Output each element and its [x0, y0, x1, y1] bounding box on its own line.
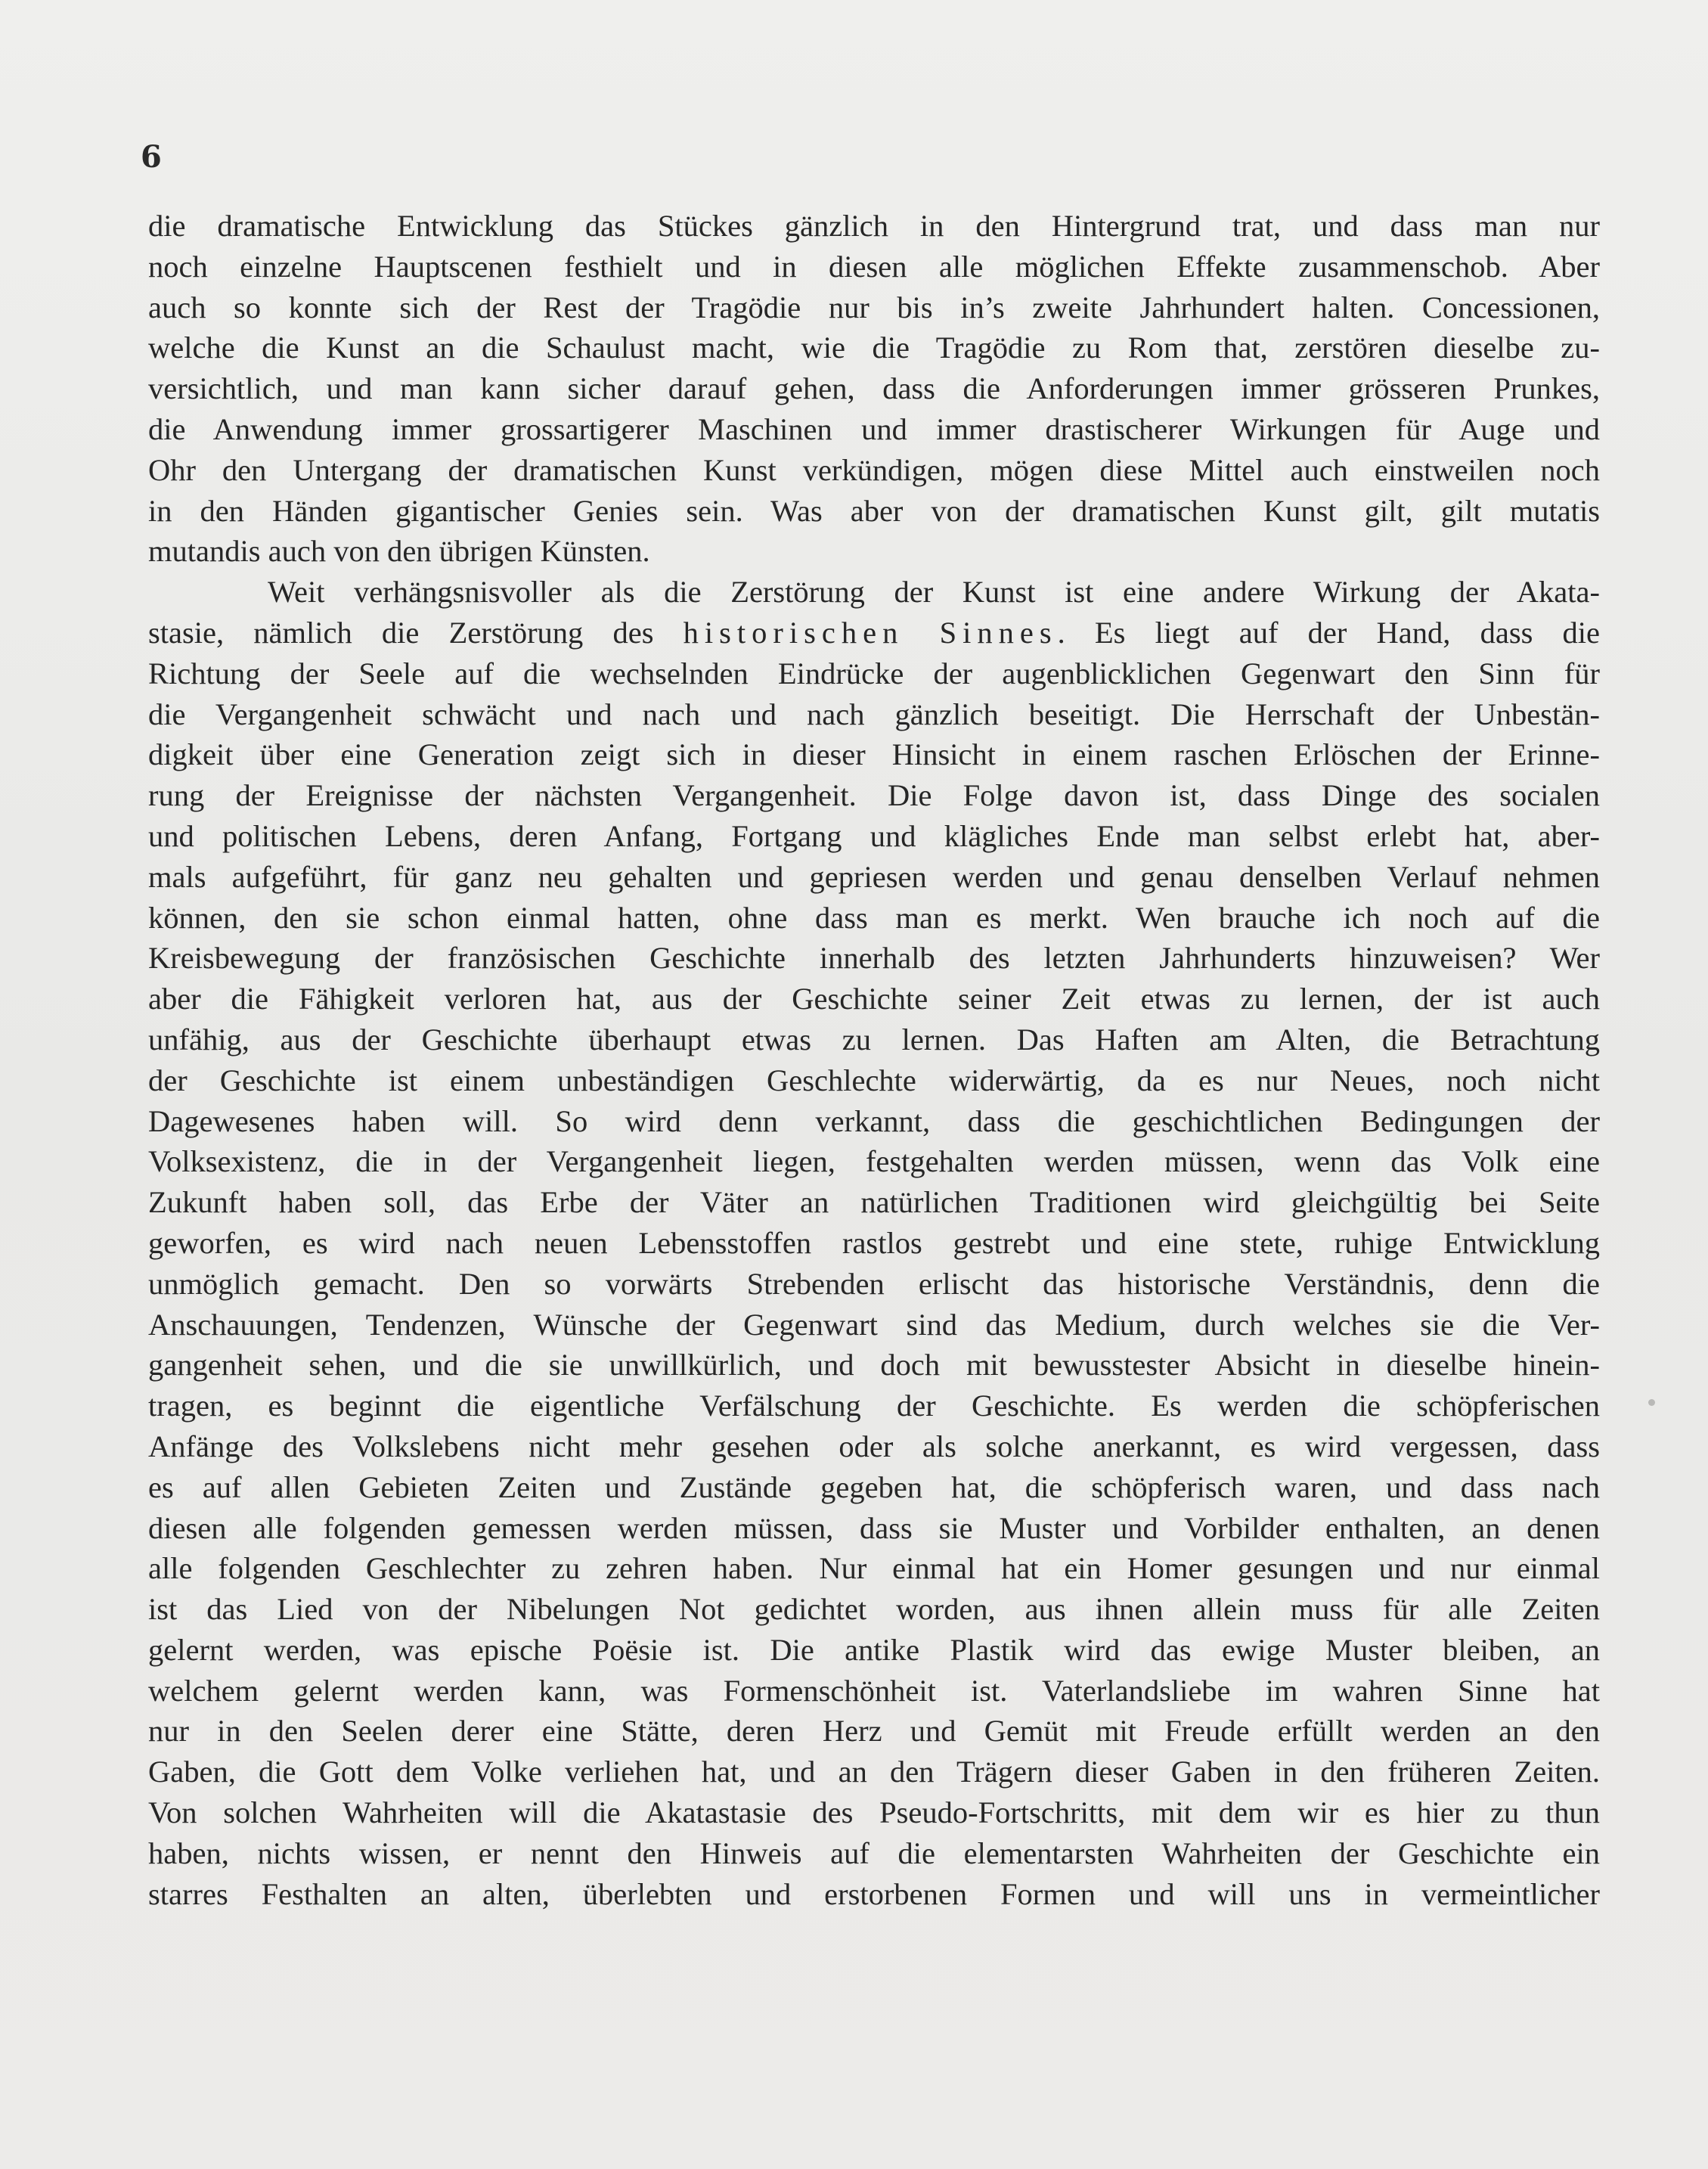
text-line: welche die Kunst an die Schaulust macht, wie die Tragödie zu Rom that, zerstören dieselbe zu- — [148, 330, 1600, 365]
text-line: digkeit über eine Generation zeigt sich in dieser Hinsicht in einem raschen Erlöschen der Erinne- — [148, 737, 1600, 772]
text-line: starres Festhalten an alten, überlebten und erstorbenen Formen und will uns in vermeintlicher — [148, 1876, 1600, 1911]
text-line: es auf allen Gebieten Zeiten und Zustände gegeben hat, die schöpferisch waren, und dass nach — [148, 1469, 1600, 1504]
text-line: ist das Lied von der Nibelungen Not gedichtet worden, aus ihnen allein muss für alle Zeiten — [148, 1592, 1600, 1627]
text-line: nur in den Seelen derer eine Stätte, deren Herz und Gemüt mit Freude erfüllt werden an den — [148, 1714, 1600, 1749]
text-line: Gaben, die Gott dem Volke verliehen hat, und an den Trägern dieser Gaben in den früheren Zeiten. — [148, 1755, 1600, 1789]
text-line: können, den sie schon einmal hatten, ohne dass man es merkt. Wen brauche ich noch auf die — [148, 900, 1600, 935]
text-line: aber die Fähigkeit verloren hat, aus der Geschichte seiner Zeit etwas zu lernen, der ist auch — [148, 982, 1600, 1016]
text-line: stasie, nämlich die Zerstörung des historischen Sinnes. Es liegt auf der Hand, dass die — [148, 615, 1601, 650]
text-line: Anfänge des Volkslebens nicht mehr gesehen oder als solche anerkannt, es wird vergessen, dass — [148, 1429, 1600, 1463]
text-line: welchem gelernt werden kann, was Formenschönheit ist. Vaterlandsliebe im wahren Sinne hat — [148, 1673, 1600, 1708]
text-line: gangenheit sehen, und die sie unwillkürlich, und doch mit bewusstester Absicht in dieselbe hinein- — [148, 1348, 1600, 1382]
text-line: Ohr den Untergang der dramatischen Kunst verkündigen, mögen diese Mittel auch einstweilen noch — [148, 452, 1600, 487]
text-line: in den Händen gigantischer Genies sein. Was aber von der dramatischen Kunst gilt, gilt mutatis — [148, 493, 1600, 528]
text-line: haben, nichts wissen, er nennt den Hinweis auf die elementarsten Wahrheiten der Geschichte ein — [148, 1835, 1600, 1870]
text-line: Zukunft haben soll, das Erbe der Väter an natürlichen Traditionen wird gleichgültig bei Seite — [148, 1185, 1600, 1220]
text-line: mutandis auch von den übrigen Künsten. — [148, 534, 650, 569]
page-number: 6 — [141, 139, 162, 175]
paragraph — [148, 206, 1600, 572]
text-line: gelernt werden, was epische Poësie ist. Die antike Plastik wird das ewige Muster bleiben, an — [148, 1632, 1600, 1667]
text-line: Weit verhängsnisvoller als die Zerstörung der Kunst ist eine andere Wirkung der Akata- — [268, 575, 1600, 610]
text-line: Richtung der Seele auf die wechselnden Eindrücke der augenblicklichen Gegenwart den Sinn für — [148, 656, 1600, 690]
text-line: die dramatische Entwicklung das Stückes gänzlich in den Hintergrund trat, und dass man nur — [148, 209, 1600, 243]
text-line: noch einzelne Hauptscenen festhielt und in diesen alle möglichen Effekte zusammenschob. Aber — [148, 249, 1600, 284]
text-line: unmöglich gemacht. Den so vorwärts Strebenden erlischt das historische Verständnis, denn die — [148, 1266, 1600, 1301]
text-line: der Geschichte ist einem unbeständigen Geschlechte widerwärtig, da es nur Neues, noch nicht — [148, 1063, 1600, 1097]
text-line: auch so konnte sich der Rest der Tragödie nur bis in’s zweite Jahrhundert halten. Concessionen, — [148, 290, 1600, 324]
text-line: tragen, es beginnt die eigentliche Verfälschung der Geschichte. Es werden die schöpferischen — [148, 1389, 1600, 1423]
emphasized-phrase: historischen Sinnes — [683, 615, 1058, 650]
text-line: Kreisbewegung der französischen Geschichte innerhalb des letzten Jahrhunderts hinzuweisen? Wer — [148, 941, 1600, 976]
text-line: Von solchen Wahrheiten will die Akatastasie des Pseudo-Fortschritts, mit dem wir es hier zu thun — [148, 1795, 1600, 1830]
text-line: mals aufgeführt, für ganz neu gehalten und gepriesen werden und genau denselben Verlauf nehmen — [148, 859, 1600, 894]
text-line: diesen alle folgenden gemessen werden müssen, dass sie Muster und Vorbilder enthalten, an denen — [148, 1510, 1600, 1545]
text-line: rung der Ereignisse der nächsten Vergangenheit. Die Folge davon ist, dass Dinge des socialen — [148, 778, 1600, 813]
text-line: und politischen Lebens, deren Anfang, Fortgang und klägliches Ende man selbst erlebt hat, aber- — [148, 818, 1600, 853]
text-line: Volksexistenz, die in der Vergangenheit liegen, festgehalten werden müssen, wenn das Volk eine — [148, 1144, 1600, 1179]
paragraph — [148, 572, 1600, 1914]
text-line: die Anwendung immer grossartigerer Maschinen und immer drastischerer Wirkungen für Auge und — [148, 411, 1600, 446]
text-line: Anschauungen, Tendenzen, Wünsche der Gegenwart sind das Medium, durch welches sie die Ver- — [148, 1307, 1600, 1342]
body-text — [148, 206, 1600, 1914]
text-line: versichtlich, und man kann sicher darauf gehen, dass die Anforderungen immer grösseren Prunkes, — [148, 371, 1600, 406]
text-line: alle folgenden Geschlechter zu zehren haben. Nur einmal hat ein Homer gesungen und nur einmal — [148, 1551, 1600, 1586]
text-line: Dagewesenes haben will. So wird denn verkannt, dass die geschichtlichen Bedingungen der — [148, 1103, 1600, 1138]
text-line: geworfen, es wird nach neuen Lebensstoffen rastlos gestrebt und eine stete, ruhige Entwicklung — [148, 1225, 1600, 1260]
paper-speck — [1648, 1399, 1655, 1406]
text-line: die Vergangenheit schwächt und nach und nach gänzlich beseitigt. Die Herrschaft der Unbestän- — [148, 697, 1600, 731]
text-line: unfähig, aus der Geschichte überhaupt etwas zu lernen. Das Haften am Alten, die Betrachtung — [148, 1022, 1600, 1057]
